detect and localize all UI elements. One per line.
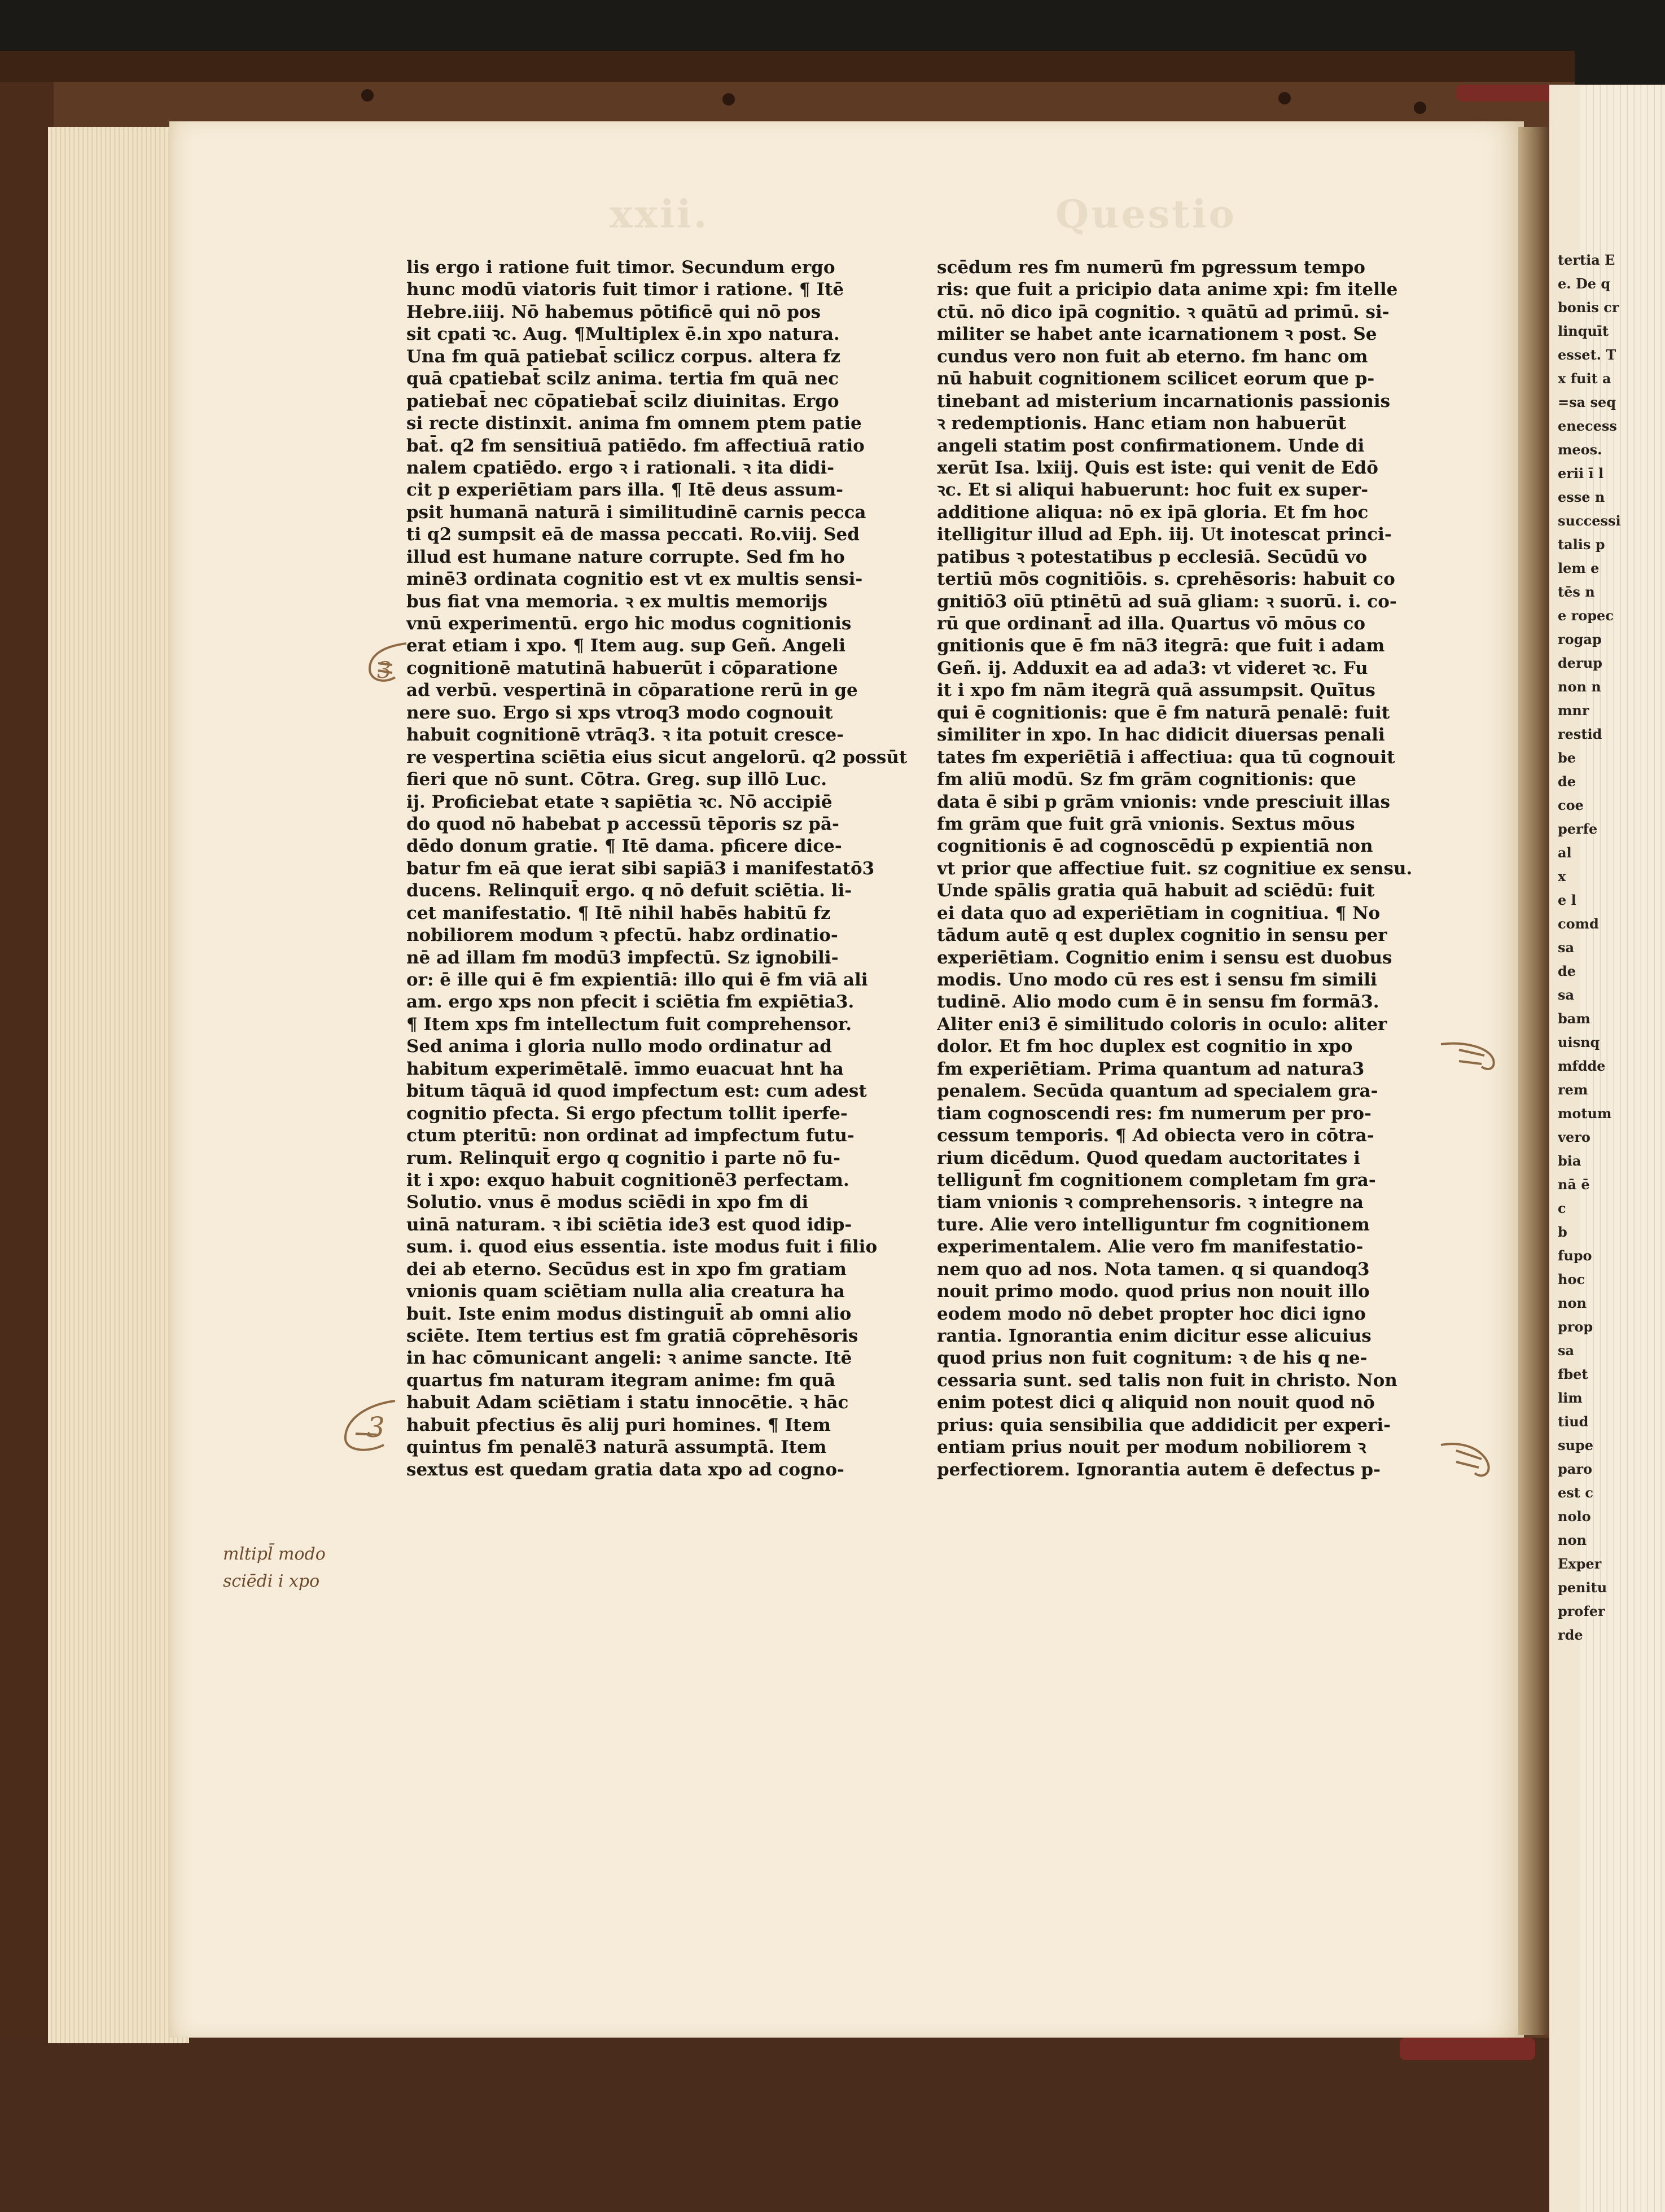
text-line: dolor. Et fm hoc duplex est cognitio in xpo: [937, 1036, 1353, 1057]
text-line: xerūt Isa. lxiij. Quis est iste: qui venit de Edō: [937, 457, 1378, 478]
text-line: Aliter eni3 ē similitudo coloris in oculo: aliter: [937, 1014, 1387, 1035]
binding-left-turn-in: [0, 82, 54, 2212]
binding-stud: [1278, 92, 1291, 104]
text-line: ctū. nō dico ipā cognitio. ꝛ quātū ad primū. si-: [937, 301, 1390, 322]
text-line: bitum tāquā id quod impfectum est: cum adest: [406, 1081, 867, 1102]
text-line: nē ad illam fm modū3 impfectū. Sz ignobili-: [406, 947, 839, 968]
text-line: nem quo ad nos. Nota tamen. q si quandoq3: [937, 1259, 1370, 1280]
text-line: fm aliū modū. Sz fm grām cognitionis: que: [937, 769, 1356, 790]
facing-page-text-fragment: tertia E e. De q bonis cr linquīt esset. T x fuit a =sa seq enecess meos. erii ī l esse n successi talis p lem e tēs n e ropec rogap derup non n mnr restid be de coe perfe al x e l comd sa de sa bam uisnq mfdde rem motum vero bia nā ē c b fupo hoc non prop sa fbet lim tiud supe paro est c nolo non Exper penitu profer rde: [1558, 252, 1621, 1643]
text-line: tiam cognoscendi res: fm numerum per pro-: [937, 1103, 1372, 1124]
page-block-edge: [48, 127, 189, 2043]
text-line: or: ē ille qui ē fm expientiā: illo qui ē fm viā ali: [406, 970, 868, 990]
text-line: vnionis quam sciētiam nulla alia creatura ha: [406, 1281, 845, 1302]
text-line: ture. Alie vero intelliguntur fm cognitionem: [937, 1214, 1370, 1235]
text-line: vnū experimentū. ergo hic modus cognitionis: [406, 614, 852, 634]
running-head-left: xxii.: [610, 192, 709, 237]
text-line: rū que ordinant̄ ad illa. Quartus vō mōus co: [937, 614, 1366, 634]
text-line: dei ab eterno. Secūdus est in xpo fm gratiam: [406, 1259, 847, 1280]
text-line: ꝛc. Et si aliqui habuerunt: hoc fuit ex super-: [937, 480, 1369, 501]
text-line: qui ē cognitionis: que ē fm naturā penalē: fuit: [937, 702, 1390, 723]
text-line: it i xpo fm nām itegrā quā assumpsit. Quītus: [937, 680, 1375, 701]
text-line: uinā naturam. ꝛ ibi sciētia ide3 est quod idip-: [406, 1214, 852, 1235]
text-line: psit humanā naturā i similitudinē carnis pecca: [406, 502, 866, 523]
text-line: ad verbū. vespertinā in cōparatione rerū in ge: [406, 680, 858, 701]
text-line: habuit pfectius ēs alij puri homines. ¶ Item: [406, 1414, 831, 1435]
text-line: habitum experimētalē. īmmo euacuat hnt ha: [406, 1058, 844, 1079]
text-line: quod prius non fuit cognitum: ꝛ de his q ne-: [937, 1348, 1368, 1369]
text-line: illud est humane nature corrupte. Sed fm ho: [406, 546, 845, 567]
text-line: Solutio. vnus ē modus sciēdi in xpo fm di: [406, 1192, 809, 1213]
text-line: modis. Uno modo cū res est i sensu fm simili: [937, 970, 1377, 990]
text-line: perfectiorem. Ignorantia autem ē defectus p-: [937, 1459, 1381, 1480]
text-line: cundus vero non fuit ab eterno. fm hanc om: [937, 346, 1368, 367]
margin-mark-upper: 3: [377, 658, 392, 684]
text-line: batur fm eā que ierat sibi sapiā3 i manifestatō3: [406, 858, 875, 879]
text-line: Geñ. ij. Adduxit ea ad ada3: vt videret ꝛc. Fu: [937, 658, 1368, 678]
text-line: bus fiat vna memoria. ꝛ ex multis memorijs: [406, 591, 828, 612]
ribbon-marker-bottom: [1400, 2038, 1535, 2060]
text-line: quartus fm naturam itegram anime: fm quā: [406, 1370, 836, 1391]
text-line: experiētiam. Cognitio enim i sensu est duobus: [937, 947, 1392, 968]
text-line: tinebant ad misterium incarnationis passionis: [937, 391, 1391, 411]
text-line: similiter in xpo. In hac didicit diuersas penali: [937, 725, 1385, 746]
text-line: gnitiō3 oīū ptinētū ad suā gliam: ꝛ suorū. i. co-: [937, 591, 1397, 612]
binding-bottom-edge: [0, 2038, 1575, 2212]
text-line: quintus fm penalē3 naturā assumptā. Item: [406, 1437, 827, 1458]
text-line: ti q2 sumpsit eā de massa peccati. Ro.viij. Sed: [406, 524, 860, 545]
text-line: vt prior que affectiue fuit. sz cognitiue ex sensu.: [937, 858, 1413, 879]
running-head-right: Questio: [1055, 192, 1237, 237]
text-line: Sed anima i gloria nullo modo ordinatur ad: [406, 1036, 832, 1057]
text-line: cognitionis ē ad cognoscēdū p expientiā non: [937, 836, 1373, 857]
text-line: buit. Iste enim modus distinguit̄ ab omni alio: [406, 1303, 852, 1324]
text-line: rum. Relinquit̄ ergo q cognitio i parte nō fu-: [406, 1147, 840, 1168]
binding-stud: [722, 93, 735, 106]
text-line: eodem modo nō debet propter hoc dici igno: [937, 1303, 1366, 1324]
text-line: tertiū mōs cognitiōis. s. cprehēsoris: habuit co: [937, 569, 1395, 590]
text-line: erat etiam i xpo. ¶ Item aug. sup Geñ. Angeli: [406, 636, 846, 656]
text-line: additione aliqua: nō ex ipā gloria. Et fm hoc: [937, 502, 1369, 523]
text-line: ctum pteritū: non ordinat ad impfectum futu-: [406, 1125, 855, 1146]
text-line: rantia. Ignorantia enim dicitur esse alicuius: [937, 1326, 1372, 1346]
text-line: patibus ꝛ potestatibus p ecclesiā. Secūdū vo: [937, 546, 1368, 567]
text-line: sit cpati ꝛc. Aug. ¶Multiplex ē.in xpo natura.: [406, 324, 840, 345]
text-line: experimentalem. Alie vero fm manifestatio-: [937, 1237, 1364, 1258]
text-column-right: [937, 257, 1445, 1481]
text-line: tates fm experiētiā i affectiua: qua tū cognouit: [937, 747, 1395, 768]
text-line: habuit cognitionē vtrāq3. ꝛ ita potuit cresce-: [406, 725, 844, 746]
text-line: telligunt̄ fm cognitionem completam fm gra-: [937, 1169, 1376, 1190]
text-line: militer se habet ante icarnationem ꝛ post. Se: [937, 324, 1377, 345]
text-line: sextus est quedam gratia data xpo ad cogno-: [406, 1459, 844, 1480]
text-line: am. ergo xps non pfecit i sciētia fm expiētia3.: [406, 992, 855, 1013]
text-line: sciēte. Item tertius est fm gratiā cōprehēsoris: [406, 1326, 858, 1346]
text-line: nū habuit cognitionem scilicet eorum que p-: [937, 369, 1375, 389]
text-line: penalem. Secūda quantum ad specialem gra-: [937, 1081, 1378, 1102]
text-line: cognitio pfecta. Si ergo pfectum tollit iperfe-: [406, 1103, 848, 1124]
book-gutter: [1518, 127, 1549, 2035]
text-line: sum. i. quod eius essentia. iste modus fuit i filio: [406, 1237, 878, 1258]
text-line: scēdum res fm numerū fm pgressum tempo: [937, 257, 1365, 278]
text-line: do quod nō habebat p accessū tēporis sz pā-: [406, 813, 839, 834]
text-line: ꝛ redemptionis. Hanc etiam non habuerūt: [937, 413, 1346, 434]
marginal-note-line: sciēdi i xpo: [223, 1571, 320, 1591]
text-line: habuit Adam sciētiam i statu innocētie. ꝛ hāc: [406, 1392, 849, 1413]
binding-stud: [1414, 102, 1426, 114]
text-line: nalem cpatiēdo. ergo ꝛ i rationali. ꝛ ita didi-: [406, 457, 835, 478]
text-line: cit p experiētiam pars illa. ¶ Itē deus assum-: [406, 480, 844, 501]
text-line: tudinē. Alio modo cum ē in sensu fm formā3.: [937, 992, 1379, 1013]
text-line: rium dicēdum. Quod quedam auctoritates i: [937, 1147, 1360, 1168]
text-line: quā cpatiebat̄ scilz anima. tertia fm quā nec: [406, 369, 839, 389]
text-line: angeli statim post confirmationem. Unde di: [937, 435, 1365, 456]
text-line: itelligitur illud ad Eph. iij. Ut inotescat princi-: [937, 524, 1392, 545]
text-line: patiebat̄ nec cōpatiebat̄ scilz diuinitas. Ergo: [406, 391, 839, 411]
text-line: entiam prius nouit per modum nobiliorem ꝛ: [937, 1437, 1366, 1458]
text-line: cessaria sunt. sed talis non fuit in christo. Non: [937, 1370, 1397, 1391]
text-column-left: [406, 257, 914, 1481]
text-line: enim potest dici q aliquid non nouit quod nō: [937, 1392, 1375, 1413]
text-line: cet manifestatio. ¶ Itē nihil habēs habitū fz: [406, 903, 831, 923]
text-line: si recte distinxit. anima fm omnem ptem patie: [406, 413, 862, 434]
text-line: dēdo donum gratie. ¶ Itē dama. pficere dice-: [406, 836, 842, 857]
marginal-note: [223, 1541, 370, 1595]
text-line: gnitionis que ē fm nā3 itegrā: que fuit i adam: [937, 636, 1385, 656]
text-line: minē3 ordinata cognitio est vt ex multis sensi-: [406, 569, 863, 590]
text-line: fieri que nō sunt. Cōtra. Greg. sup illō Luc.: [406, 769, 827, 790]
text-line: tādum autē q est duplex cognitio in sensu per: [937, 925, 1387, 946]
text-line: hunc modū viatoris fuit timor i ratione. ¶ Itē: [406, 279, 844, 300]
binding-stud: [361, 89, 374, 102]
text-line: Una fm quā patiebat̄ scilicz corpus. altera fz: [406, 346, 841, 367]
text-line: ij. Proficiebat etate ꝛ sapiētia ꝛc. Nō accipiē: [406, 791, 832, 812]
text-line: fm experiētiam. Prima quantum ad natura3: [937, 1058, 1365, 1079]
text-line: prius: quia sensibilia que addidicit per experi-: [937, 1414, 1391, 1435]
text-line: data ē sibi p grām vnionis: vnde presciuit illas: [937, 791, 1390, 812]
marginal-note-line: mltipl̄ modo: [223, 1544, 326, 1564]
text-line: ei data quo ad experiētiam in cognitiua. ¶ No: [937, 903, 1381, 923]
manicule-right-icon: [1436, 1434, 1498, 1492]
text-line: cognitionē matutinā habuerūt i cōparatione: [406, 658, 838, 678]
text-line: Unde spālis gratia quā habuit ad sciēdū: fuit: [937, 881, 1375, 901]
text-line: ris: que fuit a pricipio data anime xpi: fm itelle: [937, 279, 1398, 300]
text-line: bat̄. q2 fm sensitiuā patiēdo. fm affectiuā ratio: [406, 435, 865, 456]
text-line: Hebre.iiij. Nō habemus pōtificē qui nō pos: [406, 301, 821, 322]
text-line: in hac cōmunicant angeli: ꝛ anime sancte. Itē: [406, 1348, 852, 1369]
text-line: fm grām que fuit grā vnionis. Sextus mōus: [937, 813, 1355, 834]
text-line: nere suo. Ergo si xps vtroq3 modo cognouit: [406, 702, 833, 723]
text-line: nouit primo modo. quod prius non nouit illo: [937, 1281, 1370, 1302]
text-line: nobiliorem modum ꝛ pfectū. habz ordinatio-: [406, 925, 838, 946]
manicule-right-icon: [1436, 1033, 1504, 1086]
text-line: it i xpo: exquo habuit cognitionē3 perfectam.: [406, 1169, 849, 1190]
text-line: ¶ Item xps fm intellectum fuit comprehensor.: [406, 1014, 852, 1035]
text-line: ducens. Relinquit̄ ergo. q nō defuit sciētia. li-: [406, 881, 852, 901]
text-line: re vespertina sciētia eius sicut angelorū. q2 possūt: [406, 747, 908, 768]
text-line: tiam vnionis ꝛ comprehensoris. ꝛ integre na: [937, 1192, 1364, 1213]
text-line: cessum temporis. ¶ Ad obiecta vero in cōtra-: [937, 1125, 1374, 1146]
margin-mark-lower: 3: [367, 1411, 385, 1444]
text-line: lis ergo i ratione fuit timor. Secundum ergo: [406, 257, 835, 278]
